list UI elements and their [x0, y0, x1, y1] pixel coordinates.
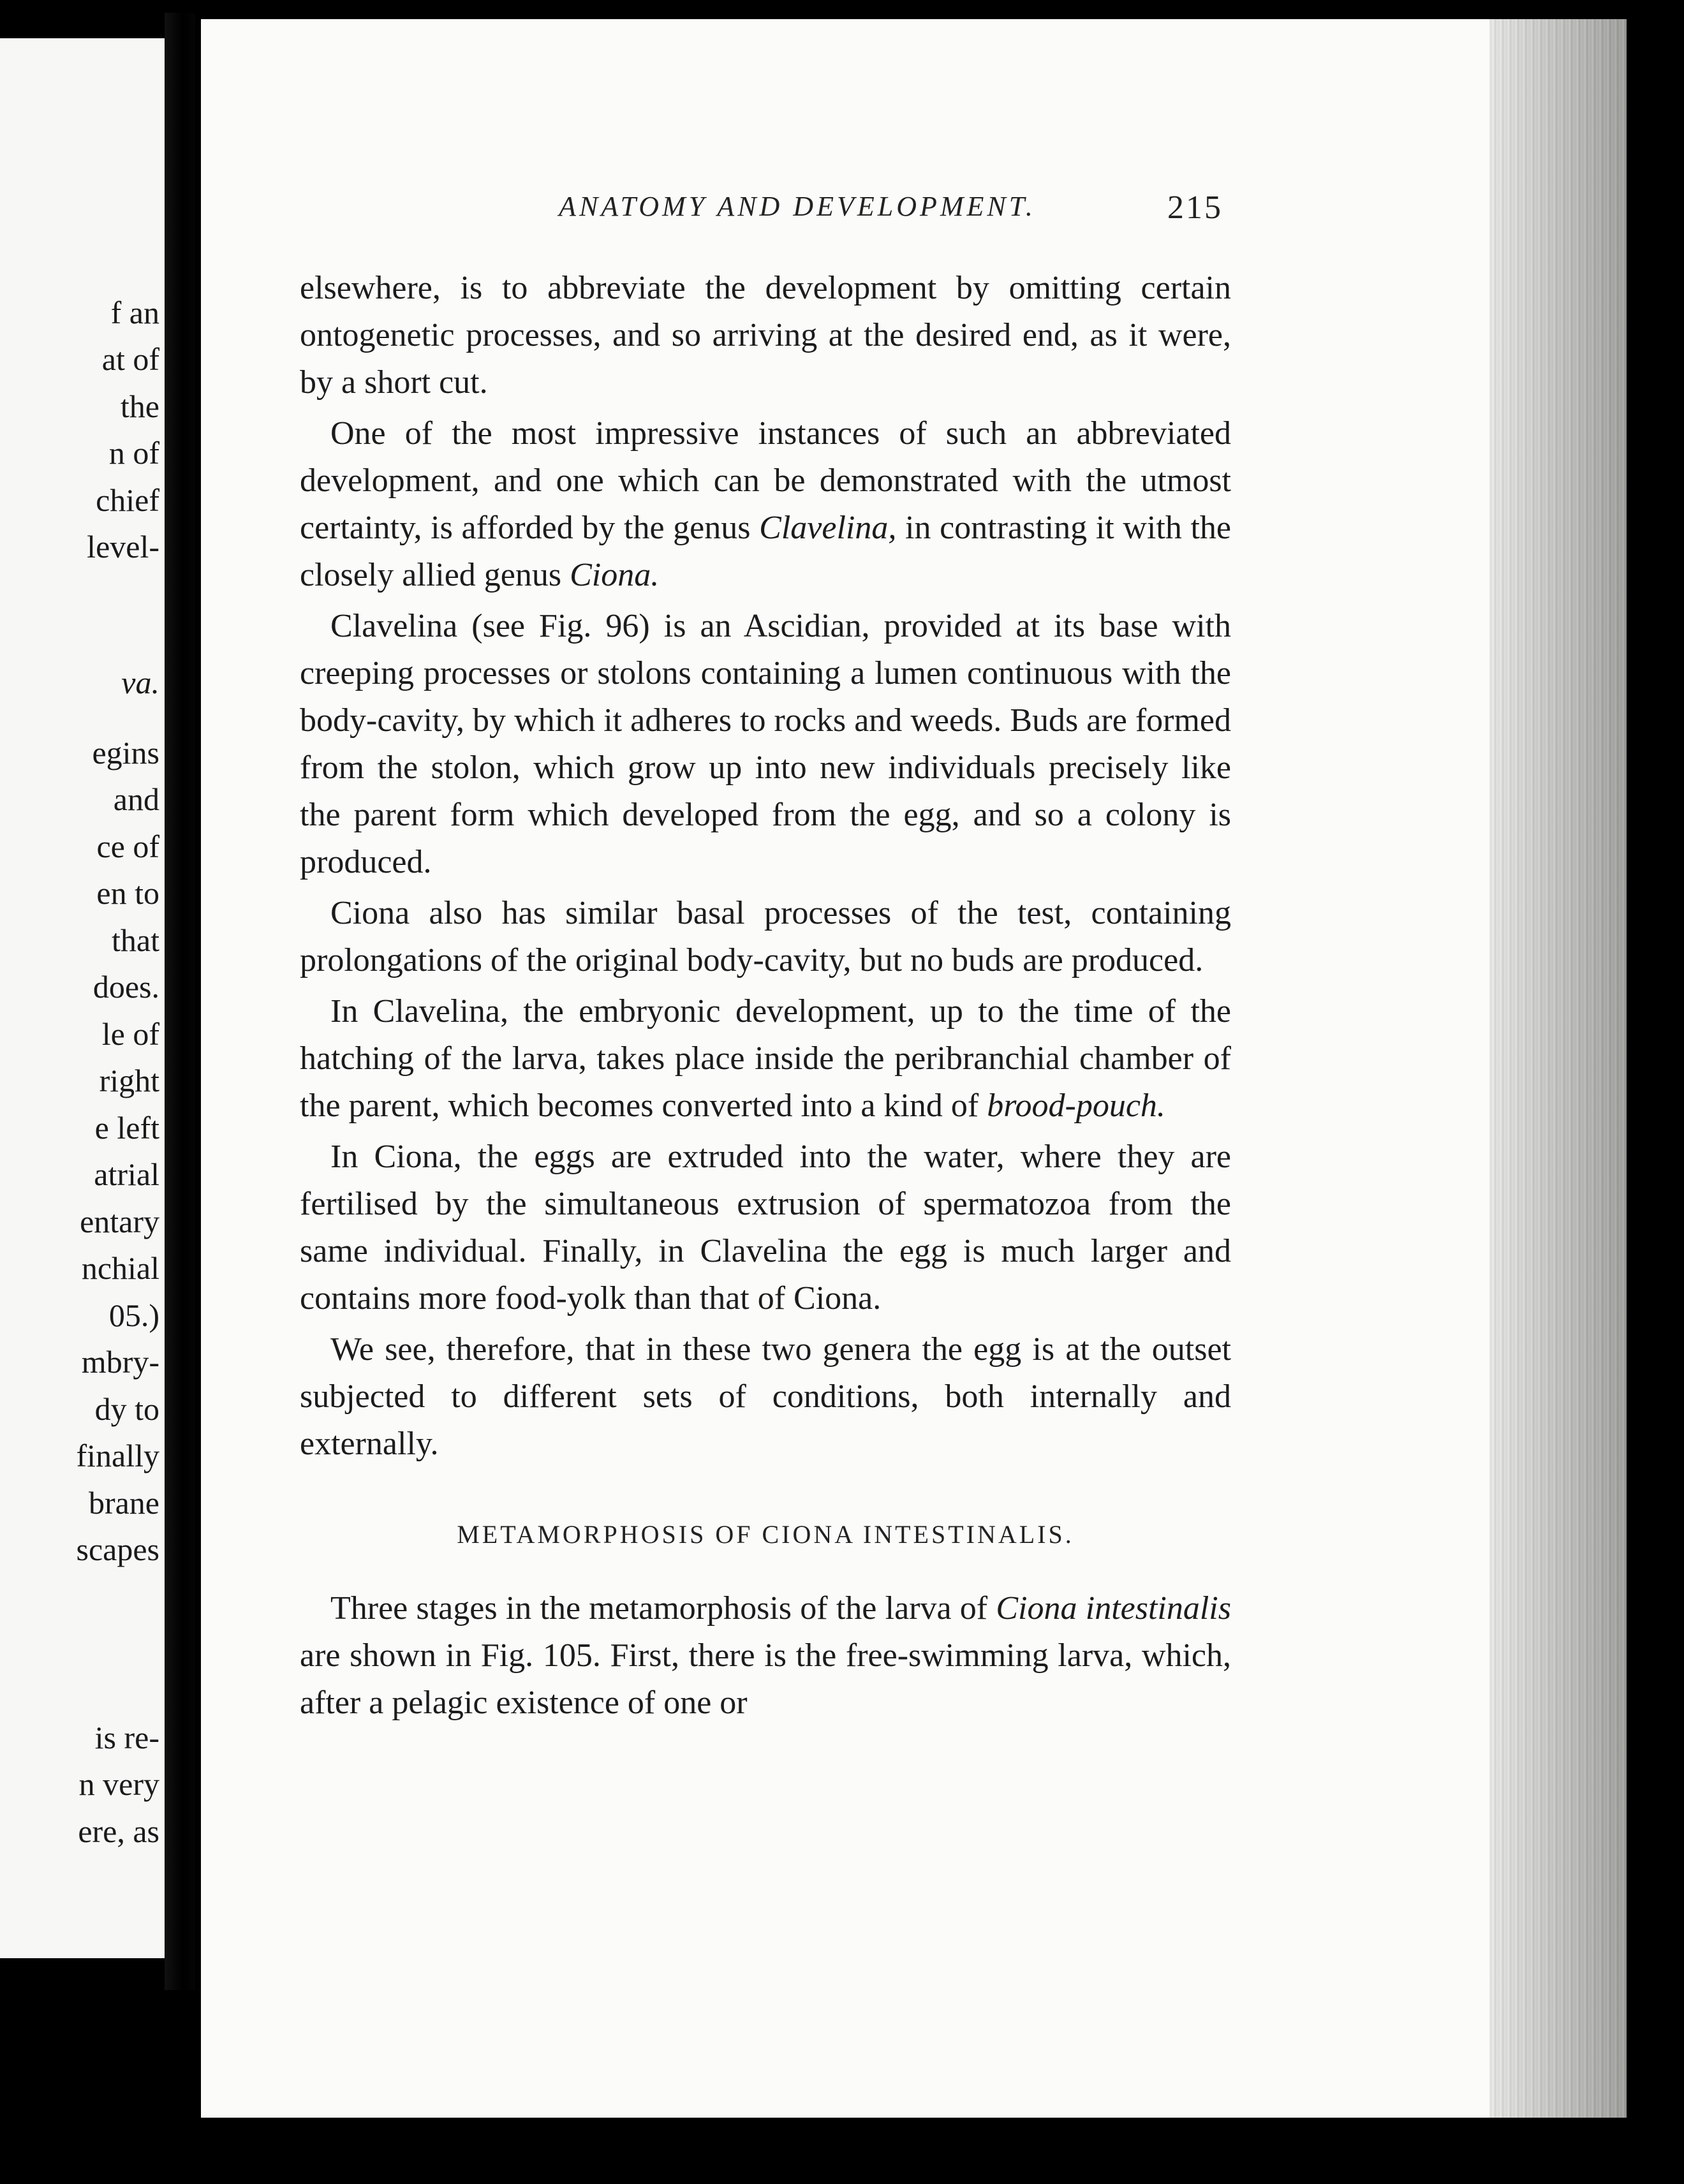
paragraph	[300, 1585, 1231, 1727]
left-fragment: finally	[76, 1438, 159, 1473]
left-fragment: atrial	[94, 1156, 159, 1192]
left-fragment: and	[113, 781, 159, 817]
body-text	[300, 265, 1231, 1730]
species-name: Ciona intestinalis	[996, 1590, 1231, 1627]
left-fragment: ere, as	[78, 1813, 159, 1849]
left-fragment: ce of	[96, 829, 159, 864]
text-run: Three stages in the metamorphosis of the larva of	[330, 1590, 996, 1627]
left-fragment: chief	[96, 482, 159, 518]
left-fragment: le of	[101, 1016, 159, 1052]
text-run: in contrasting it with the closely allied genus	[300, 510, 1231, 593]
left-fragment: the	[120, 388, 159, 424]
left-fragment: n of	[108, 435, 159, 471]
paragraph: Ciona also has similar basal processes of the test, containing prolongations of the original body-cavity, but no buds are produced.	[300, 895, 1231, 978]
left-fragment: level-	[87, 529, 159, 564]
left-fragment: right	[99, 1063, 159, 1098]
left-fragment: mbry-	[81, 1344, 159, 1380]
left-fragment: f an	[110, 295, 159, 330]
left-fragment: that	[112, 922, 159, 958]
section-heading: METAMORPHOSIS OF CIONA INTESTINALIS.	[457, 1520, 1074, 1549]
left-fragment: e left	[94, 1110, 159, 1146]
left-fragment: does.	[92, 969, 159, 1005]
left-fragment: scapes	[76, 1531, 159, 1567]
left-fragment: dy to	[94, 1391, 159, 1427]
text-run: One of the most impressive instances of such an abbreviated development, and one which can be demonstrated with the utmost certainty, is afforded by the genus	[300, 415, 1231, 546]
text-run: are shown in Fig. 105. First, there is the free-swimming larva, which, after a pelagic existence of one or	[300, 1637, 1231, 1721]
left-fragment: n very	[78, 1766, 159, 1802]
paragraph: elsewhere, is to abbreviate the development by omitting certain ontogenetic processes, and so arriving at the desired end, as it were, by a short cut.	[300, 270, 1231, 401]
left-fragment: egins	[92, 735, 159, 771]
page-number: 215	[1167, 189, 1223, 226]
paragraph: In Ciona, the eggs are extruded into the water, where they are fertilised by the simultaneous extrusion of spermatozoa from the same individual. Finally, in Clavelina the egg is much larger and contains more food-yolk than that of Ciona.	[300, 1139, 1231, 1317]
paragraph: We see, therefore, that in these two genera the egg is at the outset subjected to different sets of conditions, both internally and externally.	[300, 1331, 1231, 1462]
left-fragment: is re-	[94, 1720, 159, 1755]
left-fragment: va.	[121, 665, 159, 700]
left-fragment: at of	[101, 341, 159, 377]
genus-name: Ciona.	[570, 557, 660, 593]
paragraph: Clavelina (see Fig. 96) is an Ascidian, provided at its base with creeping processes or stolons containing a lumen continuous with the body-cavity, by which it adheres to rocks and weeds. Buds are formed from the stolon, which grow up into new individuals precisely like the parent form which developed from the egg, and so a colony is produced.	[300, 608, 1231, 880]
genus-name: Clavelina,	[759, 510, 897, 546]
page-edges-shade	[1489, 19, 1627, 2118]
text-run: In Clavelina, the embryonic development, up to the time of the hatching of the larva, takes place inside the peribranchial chamber of the parent, which becomes converted into a kind of	[300, 993, 1231, 1124]
left-fragment: brane	[88, 1485, 159, 1521]
paragraph	[300, 410, 1231, 599]
left-fragment: 05.)	[108, 1297, 159, 1333]
left-fragment: entary	[80, 1204, 159, 1239]
left-fragment: en to	[96, 875, 159, 911]
italic-term: brood-pouch.	[987, 1088, 1165, 1124]
left-fragment: nchial	[81, 1250, 159, 1286]
book-gutter	[165, 13, 195, 1990]
paragraph	[300, 988, 1231, 1130]
left-page-remnant	[0, 38, 165, 1958]
running-header: ANATOMY AND DEVELOPMENT.	[559, 191, 1036, 222]
